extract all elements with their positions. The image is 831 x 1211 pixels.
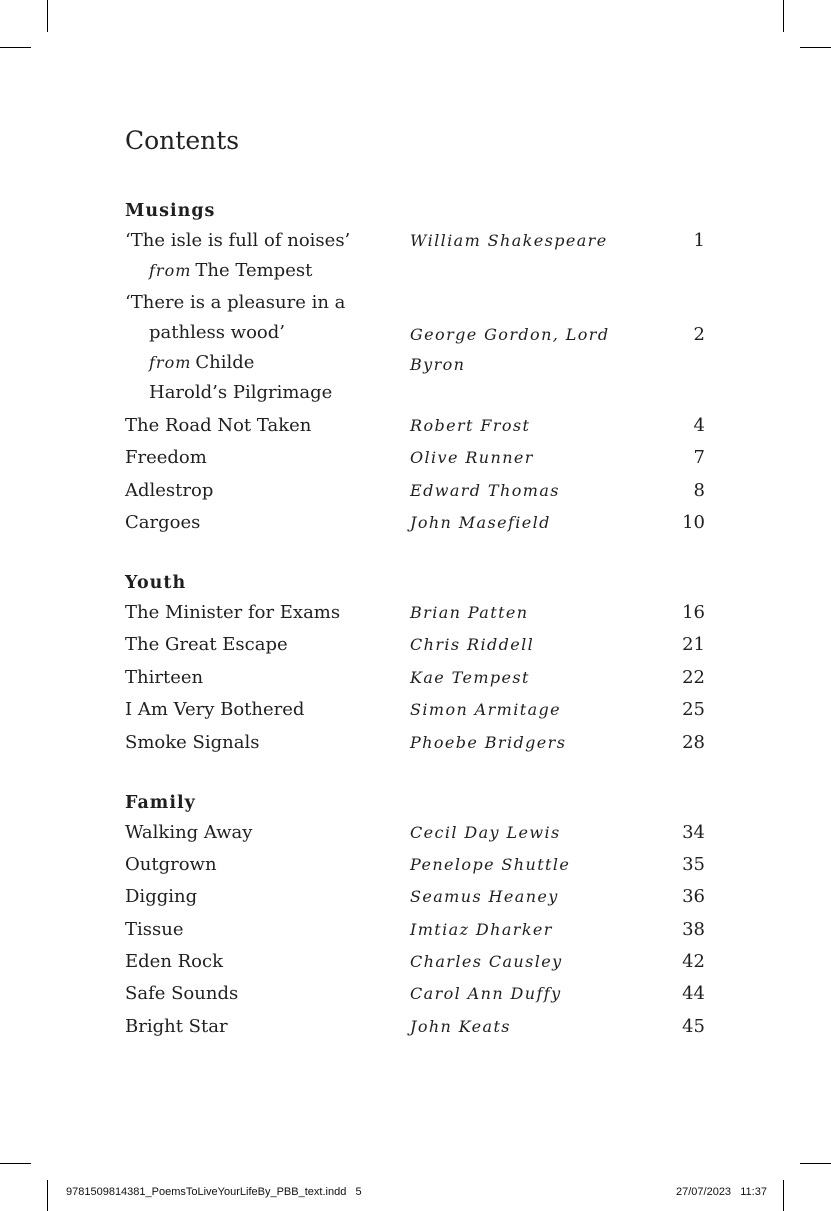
section-youth bbox=[125, 568, 705, 758]
toc-entry bbox=[125, 850, 705, 880]
entry-title: The Minister for Exams bbox=[125, 601, 341, 623]
entry-title-block bbox=[125, 226, 410, 286]
crop-mark bbox=[47, 0, 48, 32]
crop-mark bbox=[47, 1180, 48, 1211]
source-work-line: Harold’s Pilgrimage bbox=[149, 382, 333, 404]
entry-title: I Am Very Bothered bbox=[125, 699, 305, 721]
entry-author: Charles Causley bbox=[410, 952, 563, 972]
entry-page: 16 bbox=[682, 601, 705, 623]
entry-title: Adlestrop bbox=[125, 479, 214, 501]
entry-author: George Gordon, Lord Byron bbox=[410, 325, 610, 375]
entry-author: Robert Frost bbox=[410, 415, 531, 435]
entry-author: Imtiaz Dharker bbox=[410, 919, 553, 939]
entry-author: Brian Patten bbox=[410, 602, 529, 622]
toc-entry bbox=[125, 630, 705, 660]
entry-page: 36 bbox=[682, 886, 705, 908]
crop-mark bbox=[0, 1163, 31, 1164]
entry-page: 8 bbox=[693, 479, 705, 501]
toc-entry bbox=[125, 598, 705, 628]
section-musings bbox=[125, 196, 705, 538]
entry-author: William Shakespeare bbox=[410, 231, 608, 250]
entry-title: Outgrown bbox=[125, 853, 217, 875]
crop-mark bbox=[783, 0, 784, 32]
source-work: The Tempest bbox=[195, 260, 313, 281]
entry-page: 21 bbox=[682, 634, 705, 656]
entry-author: Edward Thomas bbox=[410, 480, 560, 500]
crop-mark bbox=[0, 47, 31, 48]
entry-title-line: ‘There is a pleasure in a bbox=[125, 292, 346, 314]
entry-page: 22 bbox=[682, 666, 705, 688]
toc-entry bbox=[125, 476, 705, 506]
entry-author: Olive Runner bbox=[410, 448, 534, 468]
entry-page: 35 bbox=[682, 853, 705, 875]
entry-title: ‘The isle is full of noises’ bbox=[125, 230, 351, 251]
section-title: Family bbox=[125, 792, 196, 813]
toc-entry bbox=[125, 443, 705, 473]
entry-title: Thirteen bbox=[125, 666, 204, 688]
toc-entry bbox=[125, 882, 705, 912]
toc-entry bbox=[125, 663, 705, 693]
from-prefix: from bbox=[149, 261, 192, 280]
entry-title: Safe Sounds bbox=[125, 983, 239, 1005]
entry-title: The Great Escape bbox=[125, 634, 288, 656]
toc-entry bbox=[125, 1012, 705, 1042]
entry-title: Cargoes bbox=[125, 511, 201, 533]
toc-entry bbox=[125, 818, 705, 848]
source-work: Childe bbox=[195, 352, 255, 374]
entry-title: Smoke Signals bbox=[125, 731, 260, 753]
entry-author: John Keats bbox=[410, 1016, 511, 1036]
section-family bbox=[125, 788, 705, 1042]
entry-page: 7 bbox=[693, 447, 705, 469]
print-timestamp: 27/07/2023 11:37 bbox=[676, 1186, 767, 1198]
entry-title: Bright Star bbox=[125, 1015, 228, 1037]
table-of-contents bbox=[125, 196, 705, 1072]
entry-page: 34 bbox=[682, 821, 705, 843]
entry-author: Phoebe Bridgers bbox=[410, 732, 567, 752]
toc-entry bbox=[125, 979, 705, 1009]
entry-author: John Masefield bbox=[410, 512, 551, 532]
crop-mark bbox=[783, 1180, 784, 1211]
entry-author: Cecil Day Lewis bbox=[410, 822, 561, 842]
toc-entry bbox=[125, 695, 705, 725]
section-title: Youth bbox=[125, 572, 187, 593]
entry-page: 1 bbox=[693, 230, 705, 251]
entry-page: 42 bbox=[682, 951, 705, 973]
entry-author: Kae Tempest bbox=[410, 667, 530, 687]
entry-author: Seamus Heaney bbox=[410, 887, 559, 907]
entry-page: 25 bbox=[682, 699, 705, 721]
toc-entry bbox=[125, 947, 705, 977]
crop-mark bbox=[800, 47, 831, 48]
toc-entry bbox=[125, 508, 705, 538]
toc-entry bbox=[125, 915, 705, 945]
page-title: Contents bbox=[125, 126, 240, 155]
entry-source bbox=[125, 348, 410, 378]
entry-page: 28 bbox=[682, 731, 705, 753]
entry-author: Carol Ann Duffy bbox=[410, 984, 562, 1004]
entry-title: Walking Away bbox=[125, 821, 253, 843]
entry-page: 38 bbox=[682, 918, 705, 940]
toc-entry bbox=[125, 226, 705, 286]
entry-source bbox=[125, 256, 410, 286]
entry-page: 44 bbox=[682, 983, 705, 1005]
entry-title: The Road Not Taken bbox=[125, 414, 312, 436]
entry-page: 2 bbox=[693, 324, 705, 346]
entry-title-line: pathless wood’ bbox=[149, 322, 286, 344]
entry-page: 4 bbox=[693, 414, 705, 436]
toc-entry bbox=[125, 728, 705, 758]
toc-entry bbox=[125, 411, 705, 441]
print-slug: 9781509814381_PoemsToLiveYourLifeBy_PBB_text.indd 5 bbox=[66, 1186, 362, 1198]
entry-title-block bbox=[125, 288, 410, 408]
entry-author: Chris Riddell bbox=[410, 635, 535, 655]
entry-author: Penelope Shuttle bbox=[410, 854, 571, 874]
entry-author: Simon Armitage bbox=[410, 700, 562, 720]
entry-title: Digging bbox=[125, 886, 198, 908]
entry-title: Eden Rock bbox=[125, 951, 224, 973]
entry-title: Freedom bbox=[125, 447, 207, 469]
from-prefix: from bbox=[149, 353, 192, 373]
entry-page: 45 bbox=[682, 1015, 705, 1037]
entry-title: Tissue bbox=[125, 918, 184, 940]
section-title: Musings bbox=[125, 201, 216, 221]
entry-page: 10 bbox=[682, 511, 705, 533]
toc-entry bbox=[125, 288, 705, 408]
crop-mark bbox=[800, 1163, 831, 1164]
